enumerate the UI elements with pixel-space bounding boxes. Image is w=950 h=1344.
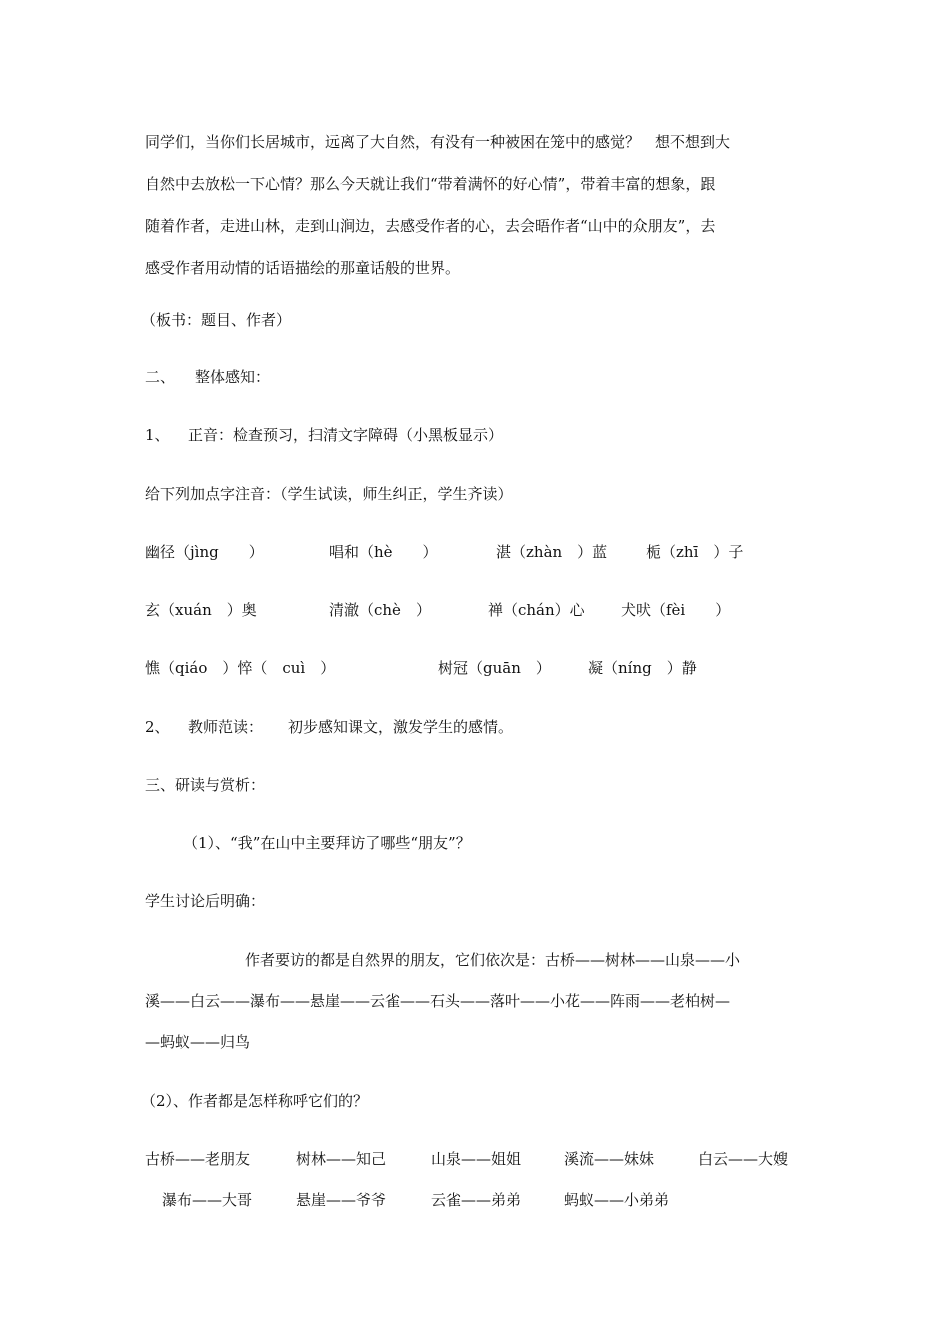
name-pair: 白云——大嫂 <box>698 1150 789 1168</box>
item1-text: 正音：检查预习，扫清文字障碍（小黑板显示） <box>188 426 504 444</box>
name-pair: 山泉——姐姐 <box>431 1150 522 1168</box>
question-2: （2）、作者都是怎样称呼它们的？ <box>141 1092 369 1110</box>
intro-line: 随着作者，走进山林，走到山涧边，去感受作者的心，去会晤作者“山中的众朋友”，去 <box>145 217 716 235</box>
name-pair: 悬崖——爷爷 <box>296 1191 387 1209</box>
name-pair: 瀑布——大哥 <box>162 1191 253 1209</box>
pinyin-item: 湛（zhàn ）蓝 <box>496 543 608 561</box>
intro-line: 感受作者用动情的话语描绘的那童话般的世界。 <box>145 259 461 277</box>
pinyin-instruction: 给下列加点字注音：（学生试读，师生纠正，学生齐读） <box>145 485 513 503</box>
name-pair: 云雀——弟弟 <box>431 1191 522 1209</box>
answer-line: —蚂蚁——归鸟 <box>145 1033 251 1051</box>
name-pair: 古桥——老朋友 <box>145 1150 251 1168</box>
item2-text: 初步感知课文，激发学生的感情。 <box>288 718 514 736</box>
item2-number: 2、 <box>145 718 170 736</box>
item1-number: 1、 <box>145 426 170 444</box>
pinyin-item: 凝（níng ）静 <box>588 659 697 677</box>
pinyin-item: 禅（chán）心 <box>488 601 585 619</box>
answer-line: 作者要访的都是自然界的朋友，它们依次是：古桥——树林——山泉——小 <box>245 951 741 969</box>
pinyin-item: 栀（zhī ）子 <box>646 543 744 561</box>
name-pair: 树林——知己 <box>296 1150 387 1168</box>
item2-label: 教师范读： <box>188 718 264 736</box>
pinyin-item: 犬吠（fèi ） <box>621 601 731 619</box>
board-note: （板书：题目、作者） <box>141 311 292 329</box>
pinyin-item: 幽径（jìng ） <box>145 543 264 561</box>
name-pair: 蚂蚁——小弟弟 <box>564 1191 670 1209</box>
pinyin-item: 树冠（guān ） <box>438 659 551 677</box>
intro-line: 同学们，当你们长居城市，远离了大自然，有没有一种被困在笼中的感觉？ 想不想到大 <box>145 133 731 151</box>
name-pair: 溪流——妹妹 <box>564 1150 655 1168</box>
section2-heading: 整体感知： <box>195 368 271 386</box>
question-1: （1）、“我”在山中主要拜访了哪些“朋友”？ <box>183 834 471 852</box>
pinyin-item: 憔（qiáo ）悴（ cuì ） <box>145 659 336 677</box>
pinyin-item: 玄（xuán ）奥 <box>145 601 257 619</box>
pinyin-item: 清澈（chè ） <box>329 601 431 619</box>
section3-heading: 三、研读与赏析： <box>145 776 266 794</box>
intro-line: 自然中去放松一下心情？那么今天就让我们“带着满怀的好心情”，带着丰富的想象，跟 <box>145 175 716 193</box>
answer-line: 溪——白云——瀑布——悬崖——云雀——石头——落叶——小花——阵雨——老柏树— <box>145 992 731 1010</box>
section2-heading-number: 二、 <box>145 368 176 386</box>
intro-paragraph <box>145 121 805 289</box>
discussion-intro: 学生讨论后明确： <box>145 892 266 910</box>
pinyin-item: 唱和（hè ） <box>329 543 438 561</box>
